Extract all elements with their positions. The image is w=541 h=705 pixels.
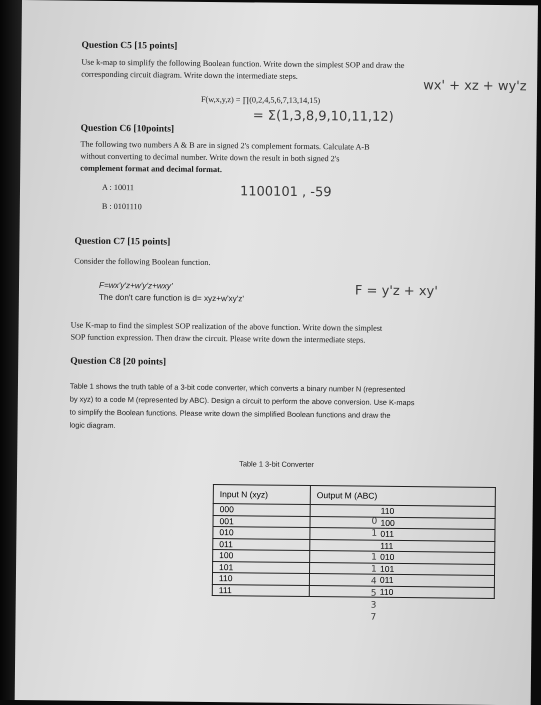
table-cell: 111 [310, 539, 495, 552]
q6-text-line2: without converting to decimal number. Write down the result in both signed 2's [80, 151, 340, 164]
q6-text-line1: The following two numbers A & B are in signed 2's complement formats. Calculate A-B [80, 139, 370, 152]
q7-text-line3: SOP function expression. Then draw the circuit. Please write down the intermediate steps. [70, 332, 366, 345]
table-cell: 011 [213, 538, 310, 551]
table-cell: 100 [213, 550, 310, 563]
q5-function: F(w,x,y,z) = ∏(0,2,4,5,6,7,13,14,15) [200, 94, 321, 106]
q6-text-line3: complement format and decimal format. [80, 163, 222, 175]
table-cell: 100 [310, 516, 495, 529]
q6-handwritten-answer: 1100101 , -59 [239, 184, 332, 201]
table-cell: 000 [213, 504, 310, 517]
table-row [212, 584, 494, 598]
q5-heading: Question C5 [15 points] [81, 40, 178, 52]
q5-text-line2: corresponding circuit diagram. Write down the intermediate steps. [81, 69, 298, 81]
table-cell: 101 [310, 562, 495, 575]
q7-dont-care: The don't care function is d= xyz+w'xy'z' [98, 292, 244, 304]
q5-text-line1: Use k-map to simplify the following Boolean function. Write down the simplest SOP and draw the [81, 57, 405, 71]
q6-number-b: B : 0101110 [101, 201, 142, 212]
q7-text-line1: Consider the following Boolean function. [74, 256, 211, 267]
q5-handwritten-answer: wx' + xz + wy'z [423, 78, 527, 95]
table-cell: 111 [212, 584, 309, 597]
q6-number-a: A : 10011 [101, 182, 135, 193]
q8-text-line3: to simplify the Boolean functions. Please write down the simplified Boolean functions and draw the [69, 407, 391, 420]
table-cell: 110 [310, 505, 495, 518]
table-cell: 011 [309, 574, 494, 587]
table-caption: Table 1 3-bit Converter [239, 459, 314, 470]
q7-function: F=wx'y'z+w'y'z+wxy' [98, 280, 173, 291]
truth-table [212, 484, 496, 599]
q8-text-line4: logic diagram. [69, 420, 116, 431]
q7-handwritten-answer: F = y'z + xy' [354, 283, 438, 300]
table-cell: 010 [213, 527, 310, 540]
table-header-input: Input N (xyz) [213, 485, 310, 505]
table-cell: 001 [213, 515, 310, 528]
table-cell: 011 [310, 528, 495, 541]
table-header-output: Output M (ABC) [310, 486, 495, 507]
table-cell: 110 [309, 585, 494, 598]
q8-text-line1: Table 1 shows the truth table of a 3-bit code converter, which converts a binary number N (represented [69, 381, 406, 395]
q6-heading: Question C6 [10points] [80, 123, 175, 135]
table-handwritten-notes: 0 1 1 1 4 5 3 7 [370, 516, 378, 623]
q7-heading: Question C7 [15 points] [74, 236, 171, 248]
q8-heading: Question C8 [20 points] [70, 356, 167, 368]
q5-handwritten-minterms: = Σ(1,3,8,9,10,11,12) [252, 108, 394, 125]
document-page [15, 0, 538, 705]
q7-text-line2: Use K-map to find the simplest SOP realization of the above function. Write down the simplest [70, 320, 383, 333]
table-cell: 110 [212, 573, 309, 586]
q8-text-line2: by xyz) to a code M (represented by ABC). Design a circuit to perform the above conversion. Use K-maps [69, 394, 415, 408]
table-cell: 101 [213, 561, 310, 574]
table-cell: 010 [310, 551, 495, 564]
